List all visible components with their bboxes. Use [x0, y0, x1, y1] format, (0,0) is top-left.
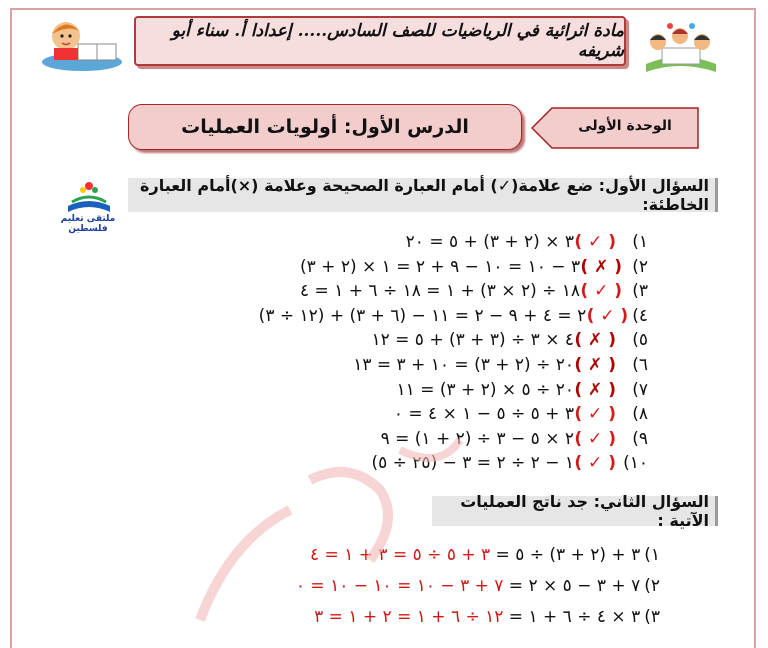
header-title: مادة اثرائية في الرياضيات للصف السادس..... إعدادا أ. سناء أبو شريفه [171, 21, 624, 61]
question2-items [295, 540, 660, 633]
item-number: ٢) [644, 576, 660, 596]
item-expression: (٢ + ٣) × ٣ − ١٠ = ١٠ − ٩ + ٢ = ١ [300, 256, 581, 277]
item-number: ٢) [632, 256, 648, 277]
cross-mark-icon: ( ✗ ) [580, 256, 623, 277]
list-item [295, 571, 660, 602]
cross-mark-icon: ( ✗ ) [574, 354, 616, 375]
item-expression: ٣ + ٥ ÷ ٥ − ١ × ٤ = ٠ [393, 404, 574, 425]
question1-items [258, 230, 648, 476]
item-number: ١٠) [623, 453, 648, 474]
item-expression: ٣ × ٤ ÷ ٦ + ١ = ١٢ ÷ ٦ + ١ = ٢ + ١ = ٣ [314, 607, 641, 627]
list-item [300, 402, 648, 427]
list-item [314, 602, 660, 633]
item-answer: ١٢ ÷ ٦ + ١ = ٢ + ١ = ٣ [314, 607, 504, 627]
item-number: ١) [644, 545, 660, 565]
item-expression: (١٢ ÷ ٣) + (٦ + ٣) − ٢ = ٤ + ٩ − ٢ = ١١ [258, 305, 587, 326]
item-number: ٦) [632, 354, 648, 375]
list-item [300, 279, 648, 304]
item-number: ٤) [632, 305, 648, 326]
item-number: ٥) [632, 330, 648, 351]
list-item [300, 378, 648, 403]
item-number: ٣) [644, 607, 660, 627]
cross-mark-icon: ( ✗ ) [574, 379, 616, 400]
check-mark-icon: ( ✓ ) [580, 281, 623, 302]
item-number: ٩) [632, 428, 648, 449]
check-mark-icon: ( ✓ ) [574, 232, 616, 252]
item-answer: ٣ + ٥ ÷ ٥ = ٣ + ١ = ٤ [310, 545, 491, 565]
list-item [300, 353, 648, 378]
item-number: ٧) [632, 379, 648, 400]
list-item [258, 304, 648, 329]
item-expression: ٤ × ٣ ÷ (٣ + ٣) + ٥ = ١٢ [371, 330, 574, 351]
check-mark-icon: ( ✓ ) [586, 305, 629, 326]
item-expression: ٢ × ٥ − ٣ ÷ (٢ + ١) = ٩ [380, 428, 574, 449]
item-number: ٨) [632, 404, 648, 425]
item-expression: ٢٠ ÷ ٥ × (٢ + ٣) = ١١ [396, 379, 574, 400]
item-expression: ٢٠ ÷ (٢ + ٣) = ١٠ + ٣ = ١٣ [353, 354, 574, 375]
list-item [300, 230, 648, 255]
check-mark-icon: ( ✓ ) [574, 453, 616, 474]
question2-prompt: السؤال الثاني: جد ناتج العمليات الآتية : [460, 492, 709, 530]
cross-mark-icon: ( ✗ ) [574, 330, 616, 351]
item-answer: ٧ + ٣ − ١٠ = ١٠ − ١٠ = ٠ [295, 576, 504, 596]
item-number: ٣) [632, 281, 648, 302]
question1-prompt-bar [128, 178, 718, 212]
item-expression: ٧ + ٣ − ٥ × ٢ = ٧ + ٣ − ١٠ = ١٠ − ١٠ = ٠ [295, 576, 641, 596]
unit-label: الوحدة الأولى [578, 118, 672, 134]
list-item [310, 540, 660, 571]
lesson-title: الدرس الأول: أولويات العمليات [181, 116, 469, 138]
list-item [300, 328, 648, 353]
item-expression: ٣ × (٢ + ٣) + ٥ = ٢٠ [405, 232, 574, 252]
logo-caption: ملتقى تعليم فلسطين [60, 214, 116, 234]
check-mark-icon: ( ✓ ) [574, 428, 616, 449]
item-expression: ١٨ ÷ (٢ × ٣) + ١ = ١٨ ÷ ٦ + ١ = ٤ [300, 281, 581, 302]
item-number: ١) [632, 232, 648, 252]
list-item [300, 427, 648, 452]
kids-book-illustration [640, 20, 722, 76]
header-banner [134, 16, 626, 66]
item-expression: ٣ + (٢ + ٣) ÷ ٥ = ٣ + ٥ ÷ ٥ = ٣ + ١ = ٤ [310, 545, 641, 565]
list-item [300, 451, 648, 476]
list-item [300, 255, 648, 280]
check-mark-icon: ( ✓ ) [574, 404, 616, 425]
question1-prompt: السؤال الأول: ضع علامة(✓) أمام العبارة الصحيحة وعلامة (×)أمام العبارة الخاطئة: [140, 176, 709, 214]
item-expression: (٢٥ ÷ ٥) − ١ − ٢ ÷ ٢ = ٣ [371, 453, 574, 474]
reading-kid-illustration [40, 14, 124, 72]
question2-prompt-bar [432, 492, 718, 530]
lesson-title-box [128, 104, 522, 150]
